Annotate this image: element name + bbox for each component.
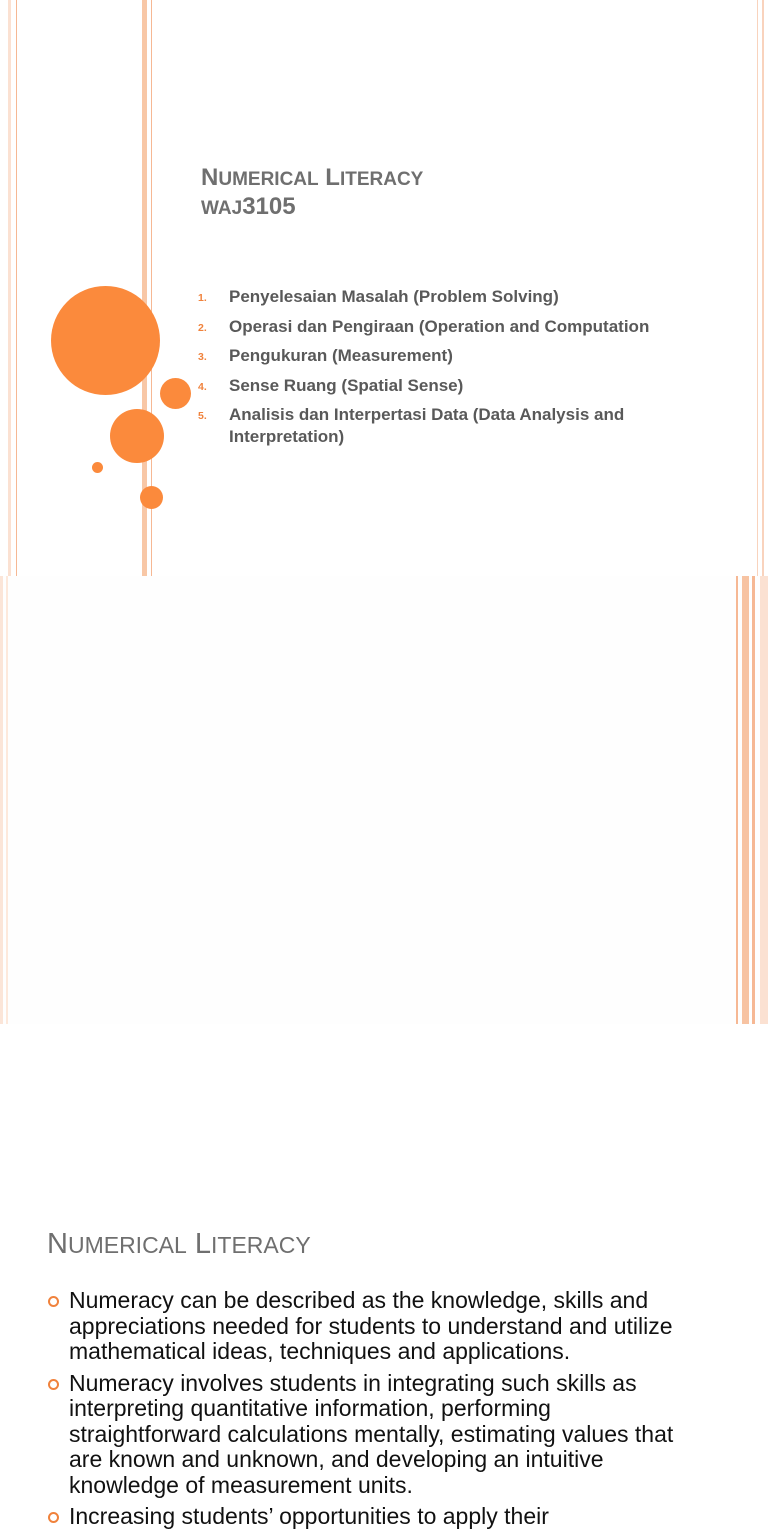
bullet-text: Numeracy involves students in integrating such skills as interpreting quantitative information, performing straightforward calculations mentally, estimating values that are known and unknown, and developing an intuitive knowledge of measurement units.	[69, 1369, 674, 1498]
decor-circle-small	[140, 486, 163, 509]
decor-stripe	[736, 576, 738, 1024]
bullet-circle-icon	[48, 1512, 59, 1523]
topic-list	[198, 286, 718, 456]
title-segment: N	[47, 1228, 68, 1260]
title-segment: L	[186, 1228, 211, 1260]
bullet-item	[47, 1371, 687, 1499]
title-line-1	[201, 164, 423, 193]
list-item	[198, 345, 718, 367]
title-segment: N	[201, 164, 219, 191]
list-number: 1.	[198, 292, 207, 304]
list-item	[198, 316, 718, 338]
bullet-circle-icon	[48, 1379, 59, 1390]
bullet-text: Increasing students’ opportunities to apply their	[69, 1503, 549, 1529]
list-item	[198, 375, 718, 397]
list-number: 5.	[198, 410, 207, 422]
decor-stripe	[8, 0, 11, 576]
bullet-list	[47, 1288, 687, 1536]
list-item-text: Penyelesaian Masalah (Problem Solving)	[229, 287, 559, 306]
title-segment: ITERACY	[339, 169, 424, 190]
list-number: 2.	[198, 321, 207, 334]
decor-stripe	[757, 0, 758, 576]
decor-stripe	[742, 576, 749, 1024]
bullet-text: Numeracy can be described as the knowledge, skills and appreciations needed for students to understand and utilize mathematical ideas, techniques and applications.	[69, 1287, 673, 1364]
list-item-text: Pengukuran (Measurement)	[229, 346, 453, 365]
list-item-text: Operasi dan Pengiraan (Operation and Computation	[229, 316, 650, 336]
decor-stripe	[752, 576, 755, 1024]
title-segment: L	[318, 164, 340, 191]
list-number: 3.	[198, 351, 207, 363]
slide-title	[201, 164, 423, 222]
list-item-text: Analisis dan Interpertasi Data (Data Analysis and Interpretation)	[229, 405, 625, 446]
slide-title	[47, 1230, 311, 1259]
list-item	[198, 286, 718, 308]
list-number: 4.	[198, 380, 207, 393]
content-slide	[0, 576, 768, 1529]
title-segment: UMERICAL	[67, 1232, 187, 1258]
decor-circle-tiny	[92, 462, 103, 473]
title-segment: WAJ	[201, 197, 243, 219]
list-item	[198, 404, 718, 448]
title-segment: ITERACY	[211, 1232, 311, 1258]
decor-stripe	[760, 576, 768, 1024]
decor-stripe	[762, 0, 764, 576]
bullet-item	[47, 1288, 687, 1365]
decor-stripe	[16, 0, 17, 576]
decor-circle-small	[160, 378, 191, 409]
decor-circle-medium	[110, 409, 164, 463]
title-segment: 3105	[242, 192, 296, 220]
bullet-item	[47, 1504, 687, 1530]
decor-stripe	[6, 576, 8, 1024]
decor-stripe	[0, 576, 3, 1024]
title-slide	[0, 0, 768, 576]
decor-circle-large	[51, 286, 160, 395]
course-code	[201, 193, 423, 222]
list-item-text: Sense Ruang (Spatial Sense)	[229, 375, 464, 395]
title-segment: UMERICAL	[218, 169, 319, 190]
bullet-circle-icon	[48, 1296, 59, 1307]
